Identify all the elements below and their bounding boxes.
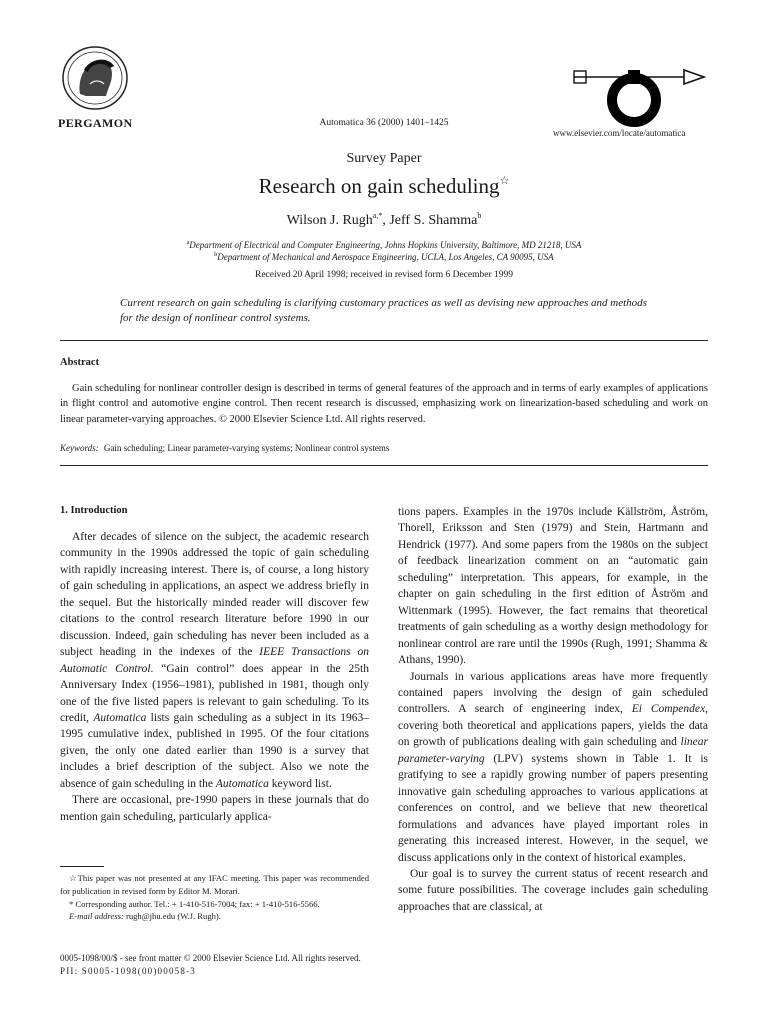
- text-run: Journals in various applications areas have more frequently contained papers involving the design of gain scheduled controllers. A search of engineering index,: [398, 670, 708, 716]
- email-address[interactable]: rugh@jhu.edu (W.J. Rugh).: [123, 911, 221, 922]
- paragraph: Our goal is to survey the current status of recent research and some future possibilities. The coverage includes gain scheduling approaches that are classical, at: [398, 867, 708, 913]
- affiliation-a: [0, 240, 768, 250]
- divider: [60, 340, 708, 341]
- right-column: [398, 504, 708, 915]
- affiliation-text: Department of Electrical and Computer Engineering, Johns Hopkins University, Baltimore, MD 21218, USA: [189, 240, 582, 250]
- title-text: Research on gain scheduling: [258, 174, 500, 198]
- author-separator: ,: [382, 213, 390, 228]
- journal-citation: Automatica 36 (2000) 1401–1425: [319, 118, 449, 128]
- keywords-line: [60, 443, 389, 453]
- footnote-email: [60, 910, 369, 923]
- email-label: E-mail address:: [69, 911, 124, 922]
- affiliation-text: Department of Mechanical and Aerospace Engineering, UCLA, Los Angeles, CA 90095, USA: [217, 252, 554, 262]
- automatica-logo-icon: [572, 62, 712, 132]
- keywords-text: Gain scheduling; Linear parameter-varying systems; Nonlinear control systems: [103, 443, 390, 453]
- article-tagline: Current research on gain scheduling is clarifying customary practices as well as devising new approaches and methods for the design of nonlinear control systems.: [120, 297, 647, 324]
- text-run-italic: Automatica: [215, 777, 269, 790]
- section-heading: 1. Introduction: [60, 505, 128, 516]
- author-list: [0, 211, 768, 229]
- paragraph: [60, 529, 369, 792]
- publisher-name: PERGAMON: [58, 116, 133, 130]
- footnote-divider: [60, 866, 104, 867]
- author-affiliation-mark: b: [477, 211, 482, 220]
- page-footer: [60, 952, 361, 977]
- abstract-text: Gain scheduling for nonlinear controller design is described in terms of general features of the approach and in terms of early examples of applications in flight control and automotive engine control. Then recent research is discussed, emphasizing work on linearization-based scheduling and work on linear parameter-varying approaches. © 2000 Elsevier Science Ltd. All rights reserved.: [60, 383, 708, 425]
- text-run-italic: IEEE Transactions on Automatic Control: [60, 646, 369, 675]
- article-type: Survey Paper: [346, 151, 422, 166]
- affiliation-mark: b: [214, 252, 218, 258]
- copyright-line: 0005-1098/00/$ - see front matter © 2000 Elsevier Science Ltd. All rights reserved.: [60, 953, 361, 963]
- text-run: (LPV) systems shown in Table 1. It is gratifying to see a rapidly growing number of papers presenting innovative gain scheduling approaches to various applications at conferences on control, and we believe that new theoretical formulations and advances have played important roles in generating this increased interest. However, in the sequel, we discuss applications only in the context of historical examples.: [398, 752, 708, 864]
- affiliation-mark: a: [186, 240, 190, 246]
- journal-url[interactable]: www.elsevier.com/locate/automatica: [553, 128, 686, 138]
- pii-line: PII: S0005-1098(00)00058-3: [60, 965, 196, 976]
- text-run-italic: linear parameter-varying: [398, 736, 708, 765]
- affiliation-b: [0, 252, 768, 262]
- paragraph: [398, 669, 708, 866]
- pergamon-logo-icon: [60, 44, 130, 112]
- author-affiliation-mark: a,*: [372, 211, 383, 220]
- text-run-italic: Ei Compendex: [631, 703, 706, 716]
- received-dates: Received 20 April 1998; received in revised form 6 December 1999: [255, 270, 513, 280]
- text-run: After decades of silence on the subject, the academic research community in the 1990s addressed the topic of gain scheduling with rapidly increasing interest. There is, of course, a long history of gain scheduling in applications, an aspect we address briefly in the sequel. But the historically minded reader will discover few citations to the control research literature before 1990 in our discussion. Indeed, gain scheduling has never been included as a subject heading in the indexes of the: [60, 531, 369, 659]
- text-run: , covering both theoretical and applications papers, yields the data on growth of publications dealing with gain scheduling and: [398, 703, 708, 749]
- paragraph: There are occasional, pre-1990 papers in these journals that do mention gain scheduling, particularly applica-: [60, 794, 369, 823]
- author-name: Jeff S. Shamma: [389, 213, 478, 228]
- text-run: keyword list.: [268, 777, 332, 790]
- abstract-heading: Abstract: [60, 357, 100, 368]
- text-run-italic: Automatica: [93, 711, 147, 724]
- footnote-star: ☆This paper was not presented at any IFAC meeting. This paper was recommended for publication in revised form by Editor M. Morari.: [60, 873, 369, 896]
- article-title: [0, 174, 768, 199]
- keywords-label: Keywords:: [60, 443, 99, 453]
- text-run: lists gain scheduling as a subject in its 1963–1995 cumulative index, published in 1995. Of the four citations given, the only one dated earlier than 1990 is a survey that includes a brief description of the subject. Also we note the absence of gain scheduling in the: [60, 711, 369, 790]
- title-footnote-mark: ☆: [499, 175, 510, 187]
- author-name: Wilson J. Rugh: [286, 213, 373, 228]
- text-run: . “Gain control” does appear in the 25th Anniversary Index (1956–1981), published in 1981, though only one of the five listed papers is relevant to gain scheduling. To its credit,: [60, 662, 369, 724]
- footnotes: [60, 872, 369, 923]
- footnote-corresponding: * Corresponding author. Tel.: + 1-410-516-7004; fax: + 1-410-516-5566.: [69, 898, 320, 909]
- paragraph: tions papers. Examples in the 1970s include Källström, Åström, Thorell, Eriksson and Sten (1979) and Stein, Hartmann and Hendrick (1977). And some papers from the 1980s on the subject of feedback linearization comment on an “automatic gain scheduling” interpretation. This appears, for example, in the chapter on gain scheduling in the first edition of Åström and Wittenmark (1995). However, the fact remains that theoretical treatments of gain scheduling as a worthy design methodology for nonlinear control are rare until the 1990s (Rugh, 1991; Shamma & Athans, 1990).: [398, 506, 708, 667]
- divider: [60, 465, 708, 466]
- left-column: [60, 529, 369, 825]
